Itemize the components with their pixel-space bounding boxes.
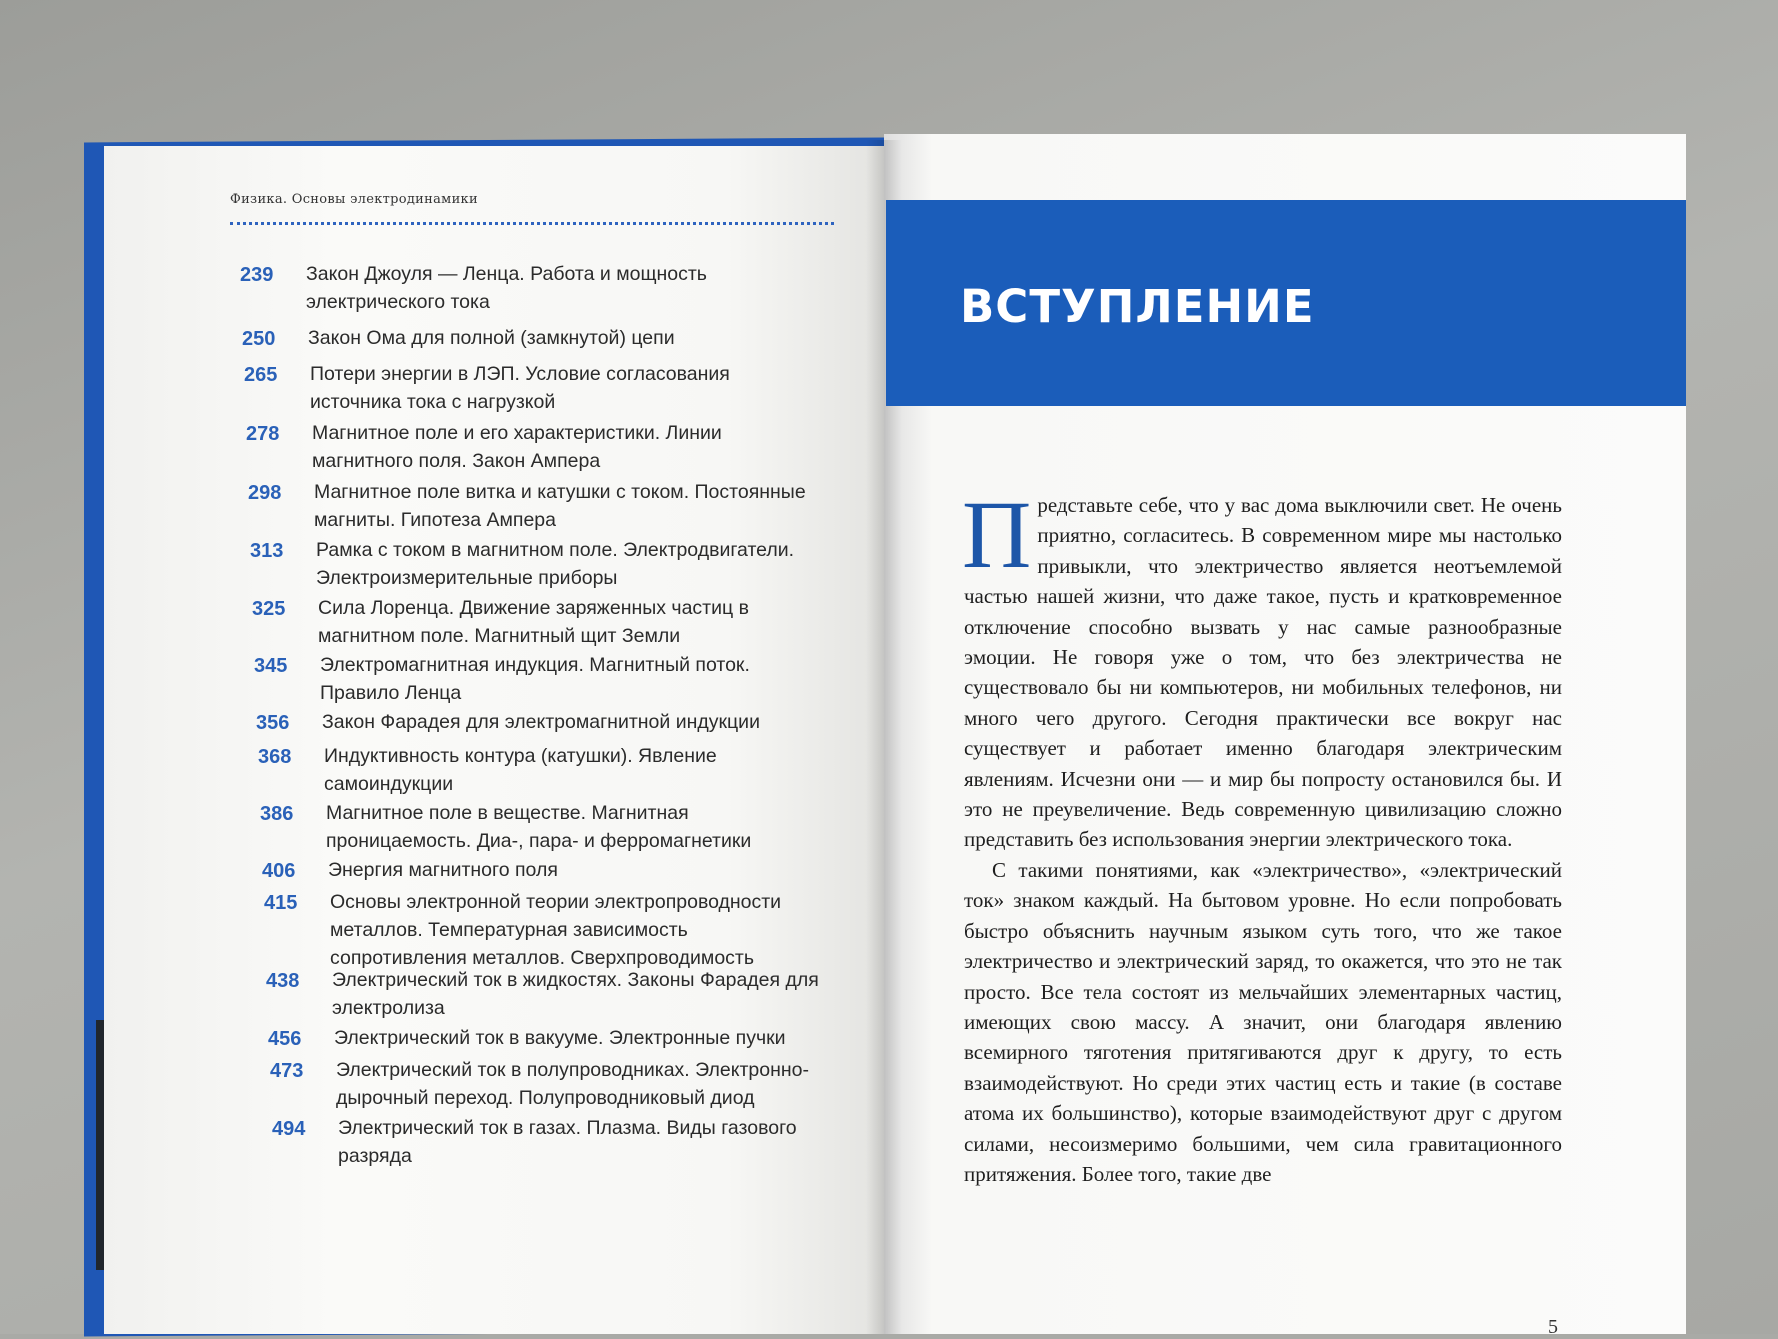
- toc-entry-title: Сила Лоренца. Движение заряженных частиц в магнитном поле. Магнитный щит Земли: [318, 597, 749, 647]
- toc-entry-title: Электромагнитная индукция. Магнитный поток. Правило Ленца: [320, 654, 750, 704]
- dotted-divider: [230, 222, 834, 225]
- toc-entry: [254, 651, 814, 707]
- toc-entry: [256, 708, 816, 736]
- toc-entry: [258, 742, 818, 798]
- toc-page-number: 298: [248, 482, 282, 504]
- toc-page-number: 250: [242, 328, 276, 350]
- toc-entry-title: Магнитное поле и его характеристики. Линии магнитного поля. Закон Ампера: [312, 422, 722, 472]
- toc-entry: [250, 536, 810, 592]
- toc-entry: [248, 478, 808, 534]
- toc-page-number: 239: [240, 264, 274, 286]
- toc-entry: [244, 360, 804, 416]
- toc-entry: [268, 1024, 828, 1052]
- toc-entry: [262, 856, 822, 884]
- toc-entry-title: Энергия магнитного поля: [328, 859, 558, 881]
- toc-entry-title: Магнитное поле витка и катушки с током. Постоянные магниты. Гипотеза Ампера: [314, 481, 806, 531]
- toc-entry-title: Закон Фарадея для электромагнитной индукции: [322, 711, 760, 733]
- toc-page-number: 473: [270, 1060, 304, 1082]
- toc-entry-title: Потери энергии в ЛЭП. Условие согласования источника тока с нагрузкой: [310, 363, 730, 413]
- toc-entry: [246, 419, 806, 475]
- toc-page-number: 313: [250, 540, 284, 562]
- toc-entry-title: Закон Джоуля — Ленца. Работа и мощность электрического тока: [306, 263, 707, 313]
- toc-entry-title: Магнитное поле в веществе. Магнитная проницаемость. Диа-, пара- и ферромагнетики: [326, 802, 752, 852]
- toc-entry: [270, 1056, 830, 1112]
- toc-entry: [266, 966, 826, 1022]
- toc-page-number: 356: [256, 712, 290, 734]
- toc-entry: [264, 888, 824, 972]
- toc-entry-title: Электрический ток в газах. Плазма. Виды газового разряда: [338, 1117, 797, 1167]
- toc-entry-title: Закон Ома для полной (замкнутой) цепи: [308, 327, 675, 349]
- toc-entry: [240, 260, 800, 316]
- toc-page-number: 265: [244, 364, 278, 386]
- toc-entry-title: Электрический ток в полупроводниках. Электронно-дырочный переход. Полупроводниковый диод: [336, 1059, 809, 1109]
- body-text: [962, 481, 1562, 1189]
- toc-entry-title: Электрический ток в жидкостях. Законы Фарадея для электролиза: [332, 969, 819, 1019]
- toc-page-number: 415: [264, 892, 298, 914]
- page-number: 5: [1548, 1316, 1558, 1338]
- toc-page-number: 278: [246, 423, 280, 445]
- toc-entry-title: Электрический ток в вакууме. Электронные пучки: [334, 1027, 786, 1049]
- toc-entry-title: Индуктивность контура (катушки). Явление самоиндукции: [324, 745, 717, 795]
- toc-entry: [252, 594, 812, 650]
- toc-page-number: 368: [258, 746, 292, 768]
- paragraph-1-text: редставьте себе, что у вас дома выключили свет. Не очень приятно, согласитесь. В современном мире мы настолько привыкли, что электричество является неотъемлемой частью нашей жизни, что даже такое, пусть и кратковременное отключение способно вызвать у нас самые разнообразные эмоции. Не говоря уже о том, что без электричества не существовало бы ни компьютеров, ни мобильных телефонов, ни много чего другого. Сегодня практически все вокруг нас существует и работает именно благодаря электрическим явлениям. Исчезни они — и мир бы попросту остановился бы. И это не преувеличение. Ведь современную цивилизацию сложно представить без использования энергии электрического тока.: [964, 493, 1562, 852]
- toc-page-number: 406: [262, 860, 296, 882]
- toc-entry-title: Рамка с током в магнитном поле. Электродвигатели. Электроизмерительные приборы: [316, 539, 795, 589]
- paragraph-1: [962, 481, 1562, 855]
- toc-page-number: 456: [268, 1028, 302, 1050]
- paragraph-2: С такими понятиями, как «электричество», «электрический ток» знаком каждый. На бытовом уровне. Но если попробовать быстро объяснить научным языком суть того, что же такое электричество и электрический заряд, то окажется, что это не так просто. Все тела состоят из мельчайших элементарных частиц, имеющих свою массу. А значит, они благодаря явлению всемирного тяготения притягиваются друг к другу, то есть взаимодействуют. Но среди этих частиц есть и такие (в составе атома их большинство), которые взаимодействуют друг с другом силами, несоизмеримо большими, чем сила гравитационного притяжения. Более того, такие две: [964, 857, 1562, 1186]
- toc-entry: [272, 1114, 832, 1170]
- toc-page-number: 325: [252, 598, 286, 620]
- drop-cap: П: [962, 481, 1032, 588]
- toc-page-number: 386: [260, 803, 294, 825]
- toc-page-number: 494: [272, 1118, 306, 1140]
- toc-page-number: 438: [266, 970, 300, 992]
- toc-entry: [260, 799, 820, 855]
- running-head: Физика. Основы электродинамики: [230, 192, 478, 207]
- toc-entry-title: Основы электронной теории электропроводности металлов. Температурная зависимость сопротивления металлов. Сверхпроводимость: [330, 891, 782, 969]
- toc-entry: [242, 324, 802, 352]
- toc-page-number: 345: [254, 655, 288, 677]
- chapter-title: ВСТУПЛЕНИЕ: [960, 280, 1315, 333]
